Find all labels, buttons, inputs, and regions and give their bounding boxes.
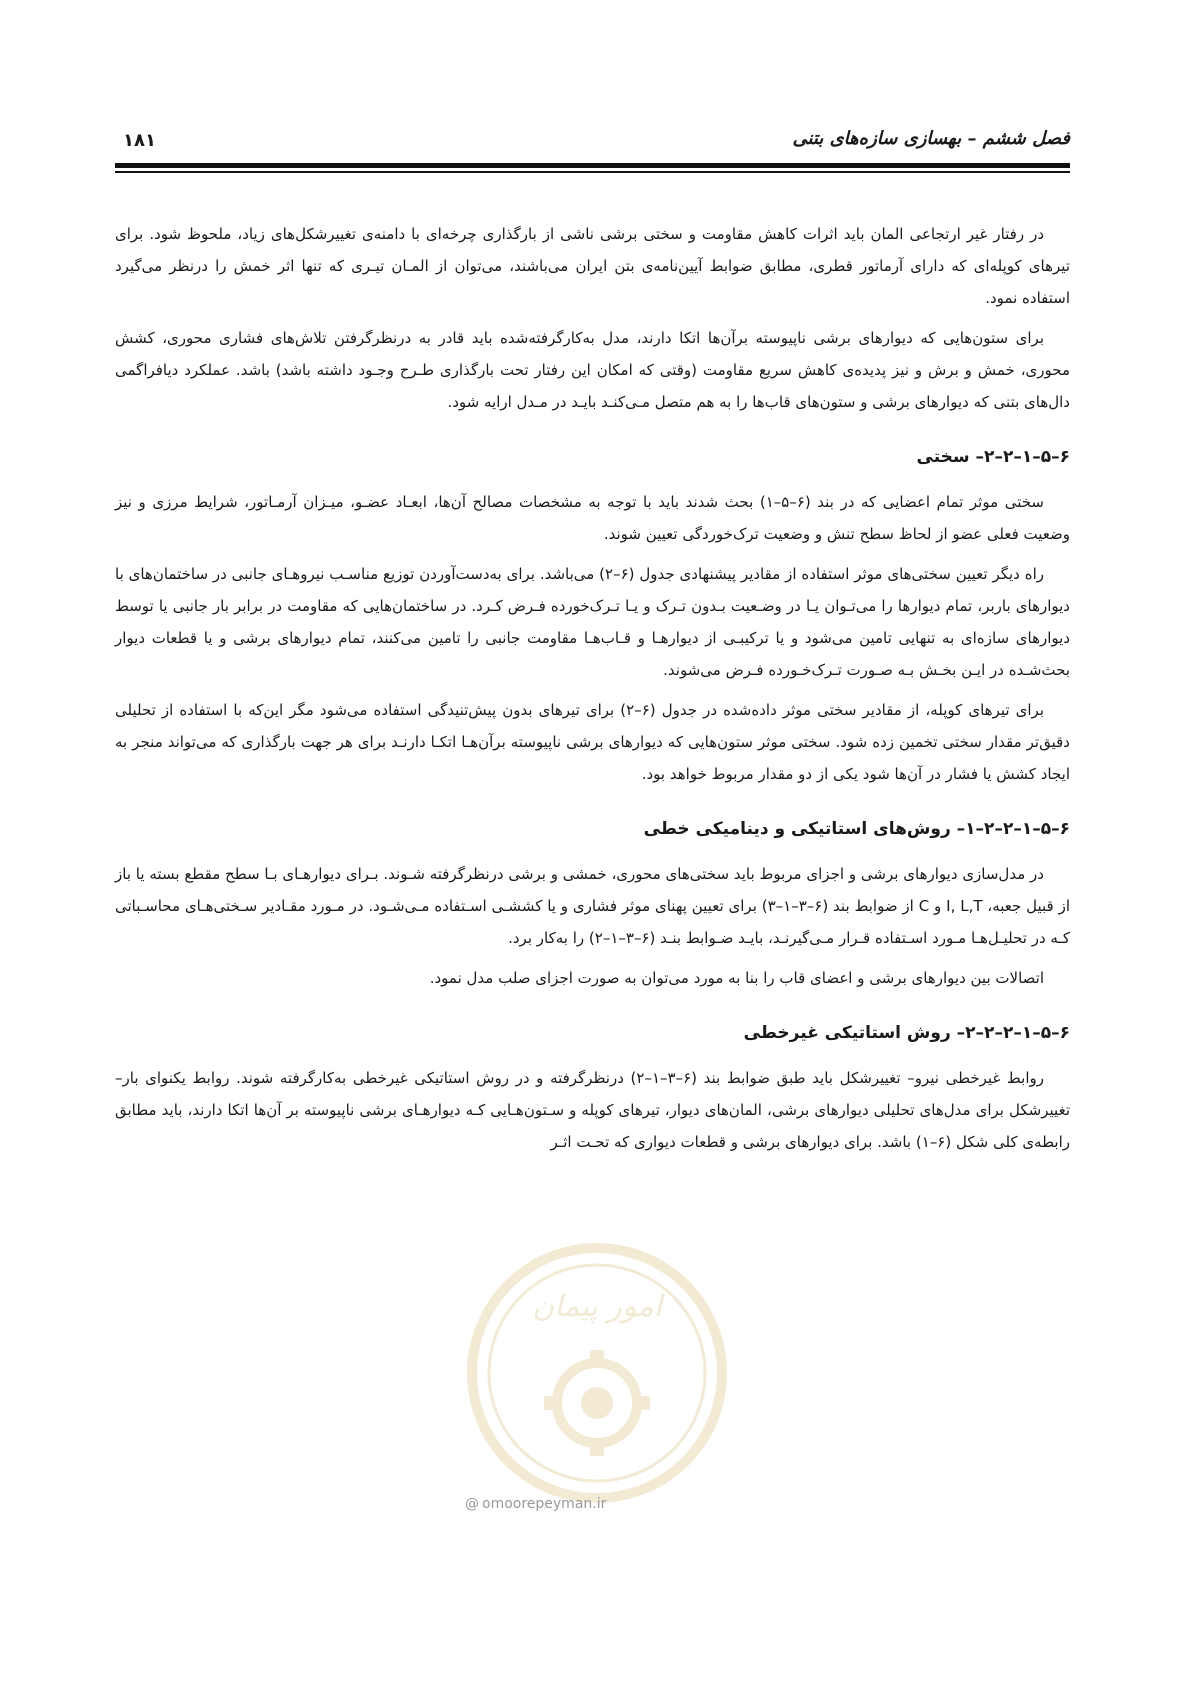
body-paragraph: در رفتار غیر ارتجاعی المان باید اثرات کاهش مقاومت و سختی برشی ناشی از بارگذاری چرخه‌ای با دامنه‌ی تغییرشکل‌های زیاد، ملحوظ شود. برای تیرهای کوپله‌ای که دارای آرماتور قطری، مطابق ضوابط آیین‌نامه‌ی بتن ایران می‌باشند، می‌توان از المـان تیـری که تنها اثر خمش را درنظر می‌گیرد استفاده نمود.	[115, 225, 1070, 307]
section-heading-linear-methods: ۶–۵–۱–۲–۲–۱– روش‌های استاتیکی و دینامیکی خطی	[643, 819, 1070, 839]
body-paragraph: در مدل‌سازی دیوارهای برشی و اجزای مربوط باید سختی‌های محوری، خمشی و برشی درنظرگرفته شـوند. بـرای دیوارهـای بـا سطح مقطع بسته یا باز از قبیل جعبه، I, L,T و C از ضوابط بند (۶–۳–۱–۳) برای تعیین پهنای موثر فشاری و یا کششـی اسـتفاده مـی‌شـود. در مـورد مقـادیر سـختی‌هـای محاسـباتی کـه در تحلیـل‌هـا مـورد اسـتفاده قـرار مـی‌گیرنـد، بایـد ضـوابط بنـد (۶–۳–۱–۲) را به‌کار برد.	[115, 865, 1070, 947]
watermark-url	[465, 1496, 665, 1512]
chapter-title: فصل ششم – بهسازی سازه‌های بتنی	[792, 128, 1070, 149]
header-rule-thin	[115, 171, 1070, 173]
header-rule-thick	[115, 163, 1070, 168]
watermark-logo	[462, 1238, 732, 1508]
page-number: ۱۸۱	[123, 130, 156, 151]
watermark-url-text: omoorepeyman.ir	[482, 1496, 607, 1512]
body-paragraph: روابط غیرخطی نیرو– تغییرشکل باید طبق ضوابط بند (۶–۳–۱–۲) درنظرگرفته و در روش استاتیکی غیرخطی به‌کارگرفته شوند. روابط یکنوای بار– تغییرشکل برای مدل‌های تحلیلی دیوارهای برشی، المان‌های دیوار، تیرهای کوپله و سـتون‌هـایی کـه دیوارهـای برشی ناپیوسته بر آن‌ها اتکا دارند، باید مطابق رابطه‌ی کلی شکل (۶–۱) باشد. برای دیوارهای برشی و قطعات دیواری که تحـت اثـر	[115, 1069, 1070, 1151]
gear-icon	[544, 1350, 650, 1456]
body-paragraph: اتصالات بین دیوارهای برشی و اعضای قاب را بنا به مورد می‌توان به صورت اجزای صلب مدل نمود.	[429, 969, 1044, 987]
body-paragraph: راه دیگر تعیین سختی‌های موثر استفاده از مقادیر پیشنهادی جدول (۶–۲) می‌باشد. برای به‌دست‌آوردن توزیع مناسـب نیروهـای جانبی در ساختمان‌های با دیوارهای باربر، تمام دیوارها را می‌تـوان یـا در وضـعیت بـدون تـرک و یـا تـرک‌خورده فـرض کـرد. در ساختمان‌هایی که مقاومت در برابر بار جانبی یا توسط دیوارهای سازه‌ای به تنهایی تامین می‌شود و یا ترکیبـی از دیوارهـا و قـاب‌هـا مقاومت جانبی را تامین می‌کنند، تمام دیوارهای برشی و یا قطعات دیوار بحث‌شـده در ایـن بخـش بـه صـورت تـرک‌خـورده فـرض می‌شوند.	[115, 565, 1070, 679]
watermark-logo-text: امور پیمان	[532, 1289, 662, 1324]
at-sign-icon: @	[465, 1496, 479, 1512]
section-heading-stiffness: ۶–۵–۱–۲–۲– سختی	[916, 447, 1070, 467]
body-paragraph: برای تیرهای کوپله، از مقادیر سختی موثر داده‌شده در جدول (۶–۲) برای تیرهای بدون پیش‌تنیدگی استفاده می‌شود مگر این‌که با استفاده از تحلیلی دقیق‌تر مقدار سختی تخمین زده شود. سختی موثر ستون‌هایی که دیوارهای برشی ناپیوسته برآن‌هـا اتکـا دارنـد برای هر جهت بارگذاری که می‌تواند منجر به ایجاد کشش یا فشار در آن‌ها شود یکی از دو مقدار مربوط خواهد بود.	[115, 701, 1070, 783]
page-body	[115, 218, 1070, 1166]
body-paragraph: سختی موثر تمام اعضایی که در بند (۶–۵–۱) بحث شدند باید با توجه به مشخصات مصالح آن‌ها، ابعـاد عضـو، میـزان آرمـاتور، شرایط مرزی و نیز وضعیت فعلی عضو از لحاظ سطح تنش و وضعیت ترک‌خوردگی تعیین شوند.	[115, 493, 1070, 543]
body-paragraph: برای ستون‌هایی که دیوارهای برشی ناپیوسته برآن‌ها اتکا دارند، مدل به‌کارگرفته‌شده باید قادر به درنظرگرفتن تلاش‌های فشاری محوری، کشش محوری، خمش و برش و نیز پدیده‌ی کاهش سریع مقاومت (وقتی که امکان این رفتار تحت بارگذاری طـرح وجـود داشته باشد) باشد. عملکرد دیافراگمی دال‌های بتنی که دیوارهای برشی و ستون‌های قاب‌ها را به هم متصل مـی‌کنـد بایـد در مـدل ارایه شود.	[115, 329, 1070, 411]
section-heading-nonlinear-static: ۶–۵–۱–۲–۲–۲– روش استاتیکی غیرخطی	[743, 1023, 1070, 1043]
page-header	[115, 118, 1070, 158]
